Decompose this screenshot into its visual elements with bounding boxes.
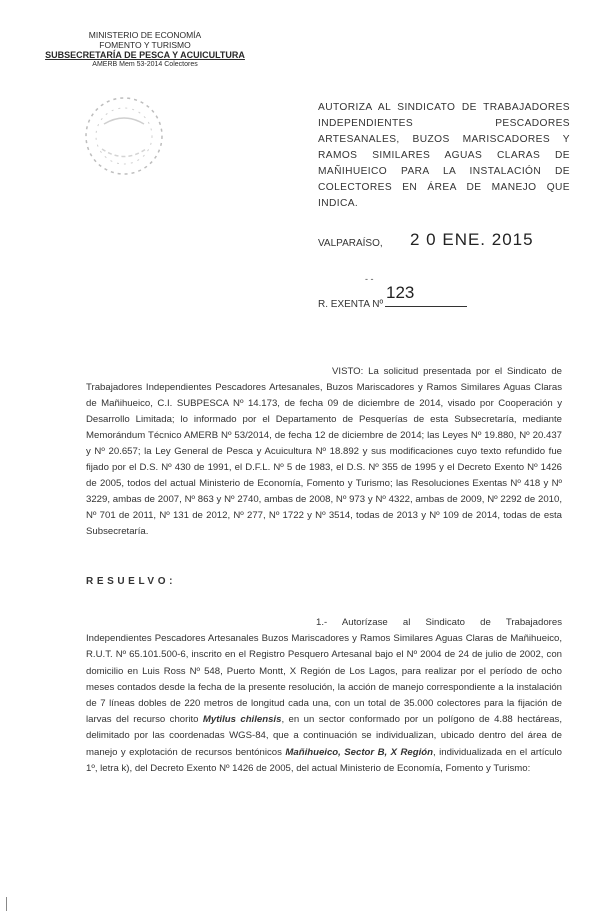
area-name: Mañihueico, Sector B, X Región <box>285 746 433 758</box>
visto-paragraph <box>86 364 562 540</box>
faded-seal-stamp <box>82 94 166 178</box>
species-name: Mytilus chilensis <box>202 714 282 726</box>
resuelvo-heading: RESUELVO: <box>86 576 176 587</box>
visto-lead: VISTO: <box>332 366 364 377</box>
article-1-text-c: , individualizada en el artículo 1º, letra k), del Decreto Exento Nº 1426 de 2005, del actual Ministerio de Economía, Fomento y Turismo: <box>86 746 562 774</box>
resolution-title: AUTORIZA AL SINDICATO DE TRABAJADORES INDEPENDIENTES PESCADORES ARTESANALES, BUZOS MARISCADORES Y RAMOS SIMILARES AGUAS CLARAS DE MAÑIHUEICO PARA LA INSTALACIÓN DE COLECTORES EN ÁREA DE MANEJO QUE INDICA. <box>318 102 570 209</box>
article-1-paragraph <box>86 615 562 777</box>
article-1-text-b: , en un sector conformado por un polígono de 4.88 hectáreas, delimitado por las coordenadas WGS-84, que a continuación se individualizan, ubicado dentro del área de manejo y explotación de recursos bentónicos <box>86 714 562 758</box>
resolution-label: R. EXENTA Nº <box>318 299 384 310</box>
number-blank-line <box>385 298 467 307</box>
scan-margin-mark <box>6 897 19 911</box>
visto-text: La solicitud presentada por el Sindicato de Trabajadores Independientes Pescadores Artesanales, Buzos Mariscadores y Ramos Similares Aguas Claras de Mañihueico, C.I. SUBPESCA Nº 14.173, de fecha 09 de diciembre de 2014, visado por Cooperación y Desarrollo Limitada; lo informado por el Departamento de Pesquerías de esta Subsecretaría, mediante Memorándum Técnico AMERB Nº 53/2014, de fecha 12 de diciembre de 2014; las Leyes Nº 19.880, Nº 20.437 y Nº 20.657; la Ley General de Pesca y Acuicultura Nº 18.892 y sus modificaciones cuyo texto refundido fue fijado por el D.S. Nº 430 de 1991, el D.F.L. Nº 5 de 1983, el D.S. Nº 355 de 1995 y el Decreto Exento Nº 1426 de 2005, todos del actual Ministerio de Economía, Fomento y Turismo; las Resoluciones Exentas Nº 418 y Nº 3229, ambas de 2007, Nº 863 y Nº 2740, ambas de 2008, Nº 973 y Nº 4322, ambas de 2009, Nº 2292 de 2010, Nº 701 de 2011, Nº 131 de 2012, Nº 277, Nº 1722 y Nº 3514, todas de 2013 y Nº 109 de 2014, todas de esta Subsecretaría. <box>86 366 562 537</box>
resolution-number: 123 <box>386 283 415 302</box>
ministry-header <box>40 30 250 70</box>
dash-mark: - - <box>365 274 374 284</box>
resolution-label-line <box>318 298 467 310</box>
place: VALPARAÍSO, <box>318 238 383 249</box>
ministry-subtitle: FOMENTO Y TURISMO <box>99 40 191 50</box>
subsecretaria-name: SUBSECRETARÍA DE PESCA Y ACUICULTURA <box>45 50 245 60</box>
ministry-name: MINISTERIO DE ECONOMÍA <box>88 30 202 40</box>
article-1-text-a: 1.- Autorízase al Sindicato de Trabajadores Independientes Pescadores Artesanales Buzos Mariscadores y Ramos Similares Aguas Claras de Mañihueico, R.U.T. Nº 65.101.500-6, inscrito en el Registro Pesquero Artesanal bajo el Nº 2004 de 24 de julio de 2002, con domicilio en Luis Ross Nº 548, Puerto Montt, X Región de Los Lagos, para realizar por el período de ocho meses contados desde la fecha de la presente resolución, la acción de manejo correspondiente a la instalación de 7 líneas dobles de 220 metros de longitud cada una, con un total de 35.000 colectores para la fijación de larvas del recurso chorito <box>86 617 562 726</box>
reference-code: AMERB Mem 53-2014 Colectores <box>92 61 198 68</box>
date-stamp: 2 0 ENE. 2015 <box>410 230 534 249</box>
